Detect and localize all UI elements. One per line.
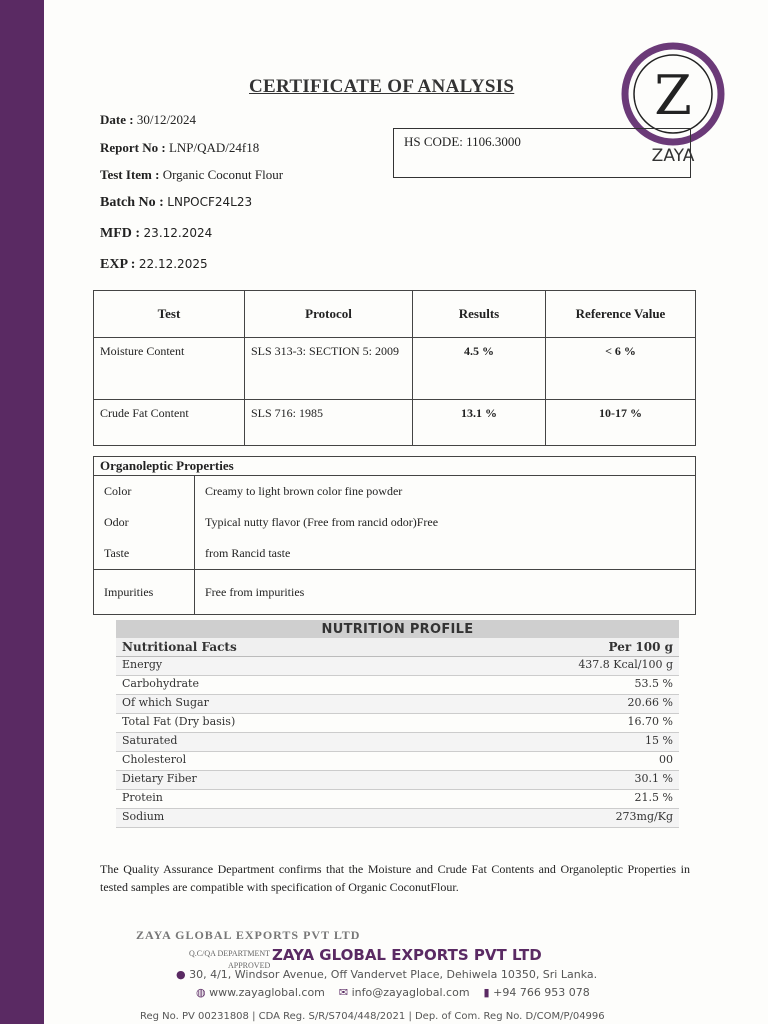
phone-text: +94 766 953 078	[493, 986, 590, 999]
date-line	[100, 112, 196, 128]
nutrient-value: 15 %	[645, 734, 673, 747]
mail-icon: ✉	[338, 986, 349, 999]
logo-text: ZAYA	[651, 146, 695, 166]
taste-label: Taste	[94, 538, 195, 569]
nutrient-name: Saturated	[122, 734, 178, 747]
report-line	[100, 140, 259, 156]
header-results: Results	[413, 291, 546, 338]
organoleptic-title: Organoleptic Properties	[94, 457, 695, 476]
phone-icon: ▮	[483, 986, 490, 999]
date-value: 30/12/2024	[136, 112, 197, 127]
nutrient-value: 53.5 %	[634, 677, 673, 690]
svg-text:Z: Z	[654, 64, 692, 127]
impurities-value: Free from impurities	[205, 584, 305, 599]
nutrient-name: Total Fat (Dry basis)	[122, 715, 236, 728]
organoleptic-row-taste	[94, 538, 695, 569]
nutrition-row	[116, 790, 679, 809]
nutrient-name: Of which Sugar	[122, 696, 209, 709]
nutrient-value: 00	[659, 753, 673, 766]
test-reference: 10-17 %	[546, 400, 696, 446]
table-row	[94, 400, 696, 446]
odor-label: Odor	[94, 507, 195, 538]
nutrition-row	[116, 676, 679, 695]
nutrient-value: 273mg/Kg	[615, 810, 673, 823]
nutrition-title: NUTRITION PROFILE	[116, 620, 679, 638]
address-text: 30, 4/1, Windsor Avenue, Off Vandervet Place, Dehiwela 10350, Sri Lanka.	[189, 968, 598, 981]
nutrition-header-right: Per 100 g	[608, 640, 673, 654]
table-header-row	[94, 291, 696, 338]
test-results-table	[93, 290, 696, 446]
report-value: LNP/QAD/24f18	[168, 140, 260, 155]
exp-label: EXP :	[100, 257, 136, 272]
nutrient-name: Sodium	[122, 810, 165, 823]
test-name: Moisture Content	[94, 338, 245, 400]
nutrient-name: Cholesterol	[122, 753, 187, 766]
mfd-value: 23.12.2024	[143, 226, 213, 240]
item-value: Organic Coconut Flour	[162, 167, 284, 182]
nutrition-row	[116, 771, 679, 790]
nutrition-rows	[116, 657, 679, 828]
item-label: Test Item :	[100, 167, 160, 182]
side-color-bar	[0, 0, 44, 1024]
header-reference: Reference Value	[546, 291, 696, 338]
address-line	[176, 968, 597, 981]
nutrient-value: 437.8 Kcal/100 g	[578, 658, 673, 671]
stamp-company: ZAYA GLOBAL EXPORTS PVT LTD	[136, 928, 361, 942]
test-result: 13.1 %	[413, 400, 546, 446]
test-name: Crude Fat Content	[94, 400, 245, 446]
test-reference: < 6 %	[546, 338, 696, 400]
exp-line	[100, 257, 208, 273]
nutrition-profile	[116, 620, 679, 828]
organoleptic-row-impurities	[94, 570, 695, 614]
nutrition-row	[116, 714, 679, 733]
header-test: Test	[94, 291, 245, 338]
hs-code: HS CODE: 1106.3000	[404, 134, 521, 149]
batch-line	[100, 195, 252, 211]
mfd-label: MFD :	[100, 226, 141, 241]
mfd-line	[100, 226, 212, 242]
nutrition-row	[116, 752, 679, 771]
batch-value: LNPOCF24L23	[167, 195, 253, 209]
nutrient-value: 30.1 %	[634, 772, 673, 785]
date-label: Date :	[100, 112, 134, 127]
phone-item	[484, 986, 590, 999]
globe-icon: ◍	[196, 986, 206, 999]
organoleptic-row-odor	[94, 507, 695, 538]
odor-value: Typical nutty flavor (Free from rancid odor)Free	[205, 515, 439, 529]
stamp-approved: APPROVED	[228, 961, 271, 970]
test-protocol: SLS 716: 1985	[245, 400, 413, 446]
nutrient-name: Energy	[122, 658, 163, 671]
impurities-label: Impurities	[94, 570, 195, 614]
nutrition-row	[116, 657, 679, 676]
qa-statement: The Quality Assurance Department confirms that the Moisture and Crude Fat Contents and Organoleptic Properties in tested samples are compatible with specification of Organic CoconutFlour.	[100, 862, 690, 894]
nutrition-row	[116, 809, 679, 828]
batch-label: Batch No :	[100, 195, 164, 210]
exp-value: 22.12.2025	[138, 257, 208, 271]
website-text: www.zayaglobal.com	[209, 986, 325, 999]
item-line	[100, 167, 283, 183]
website-item	[196, 986, 325, 999]
organoleptic-group	[94, 476, 695, 570]
report-label: Report No :	[100, 140, 166, 155]
contact-line	[196, 986, 590, 999]
taste-value: from Rancid taste	[205, 546, 291, 560]
nutrient-name: Carbohydrate	[122, 677, 199, 690]
nutrition-header-left: Nutritional Facts	[122, 640, 237, 654]
company-name: ZAYA GLOBAL EXPORTS PVT LTD	[272, 946, 542, 964]
stamp-department: Q.C/QA DEPARTMENT	[189, 949, 271, 958]
location-pin-icon: ●	[176, 968, 186, 981]
registration-line: Reg No. PV 00231808 | CDA Reg. S/R/S704/448/2021 | Dep. of Com. Reg No. D/COM/P/04996	[140, 1011, 605, 1022]
nutrient-value: 20.66 %	[627, 696, 673, 709]
nutrient-value: 16.70 %	[627, 715, 673, 728]
document-title: CERTIFICATE OF ANALYSIS	[249, 76, 515, 97]
organoleptic-row-color	[94, 476, 695, 507]
color-value: Creamy to light brown color fine powder	[205, 484, 403, 498]
header-protocol: Protocol	[245, 291, 413, 338]
email-item	[339, 986, 470, 999]
nutrition-header	[116, 638, 679, 657]
color-label: Color	[94, 476, 195, 507]
test-result: 4.5 %	[413, 338, 546, 400]
email-text: info@zayaglobal.com	[351, 986, 470, 999]
nutrient-value: 21.5 %	[634, 791, 673, 804]
hs-code-box	[393, 128, 691, 178]
nutrition-row	[116, 695, 679, 714]
organoleptic-table	[93, 456, 696, 615]
nutrient-name: Protein	[122, 791, 163, 804]
test-protocol: SLS 313-3: SECTION 5: 2009	[245, 338, 413, 400]
nutrition-row	[116, 733, 679, 752]
table-row	[94, 338, 696, 400]
nutrient-name: Dietary Fiber	[122, 772, 197, 785]
